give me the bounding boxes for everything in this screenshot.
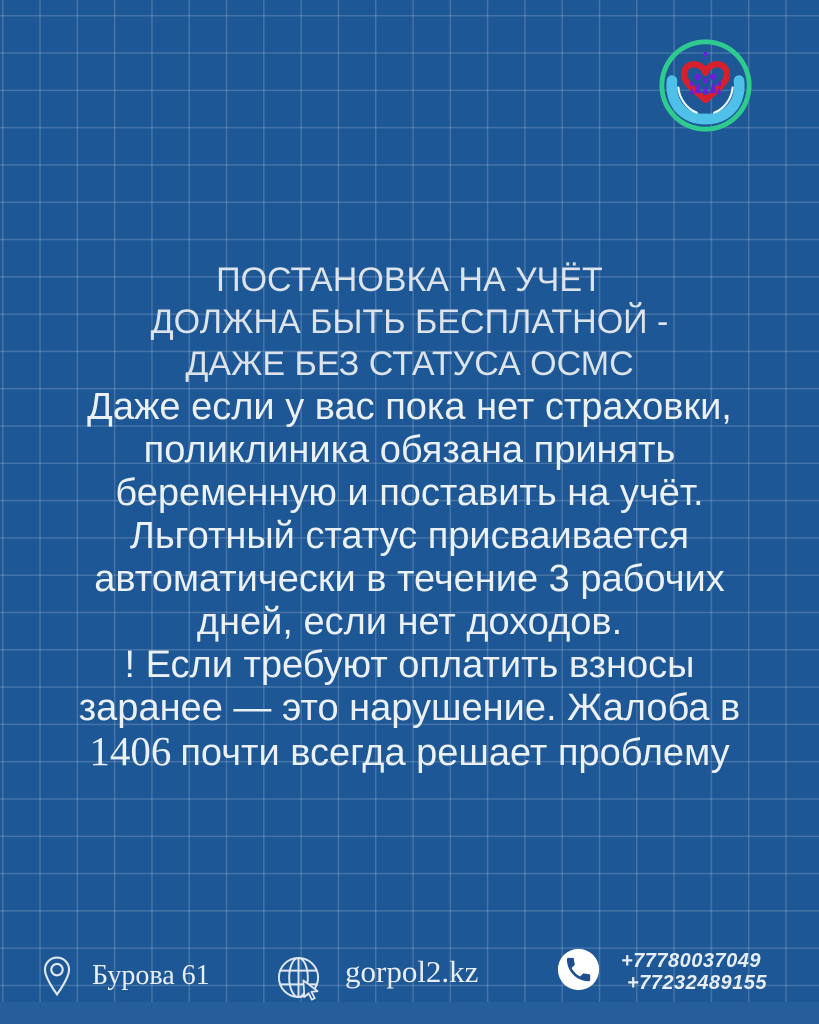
body-line: автоматически в течение 3 рабочих (94, 558, 725, 600)
body-line: заранее — это нарушение. Жалоба в (78, 687, 741, 729)
headline-line: ПОСТАНОВКА НА УЧЁТ (216, 261, 603, 299)
body-line (0, 730, 819, 775)
clinic-logo (657, 37, 754, 134)
globe-icon (275, 954, 322, 1001)
headline-line: ДАЖЕ БЕЗ СТАТУСА ОСМС (185, 345, 634, 383)
body-line: Льготный статус присваивается (129, 515, 690, 557)
body-text (0, 386, 819, 775)
body-line: поликлиника обязана принять (143, 429, 676, 471)
phone-number: +77232489155 (627, 972, 768, 994)
phone-icon (556, 947, 601, 992)
headline (0, 259, 819, 385)
hotline-number: 1406 (89, 728, 172, 774)
headline-line: ДОЛЖНА БЫТЬ БЕСПЛАТНОЙ - (150, 303, 669, 341)
body-line-text: почти всегда решает проблему (180, 732, 730, 774)
body-line: дней, если нет доходов. (196, 601, 623, 643)
bottom-strip (0, 1002, 819, 1024)
body-line: беременную и поставить на учёт. (115, 472, 704, 514)
phone-number: +77780037049 (621, 950, 762, 972)
address-label: Бурова 61 (92, 960, 210, 991)
hands-heart-family-icon (657, 37, 754, 134)
phone-numbers (621, 950, 767, 994)
location-pin-icon (40, 952, 74, 1000)
body-line: ! Если требуют оплатить взносы (124, 644, 695, 686)
body-line: Даже если у вас пока нет страховки, (87, 386, 732, 428)
website-label: gorpol2.kz (345, 954, 479, 989)
